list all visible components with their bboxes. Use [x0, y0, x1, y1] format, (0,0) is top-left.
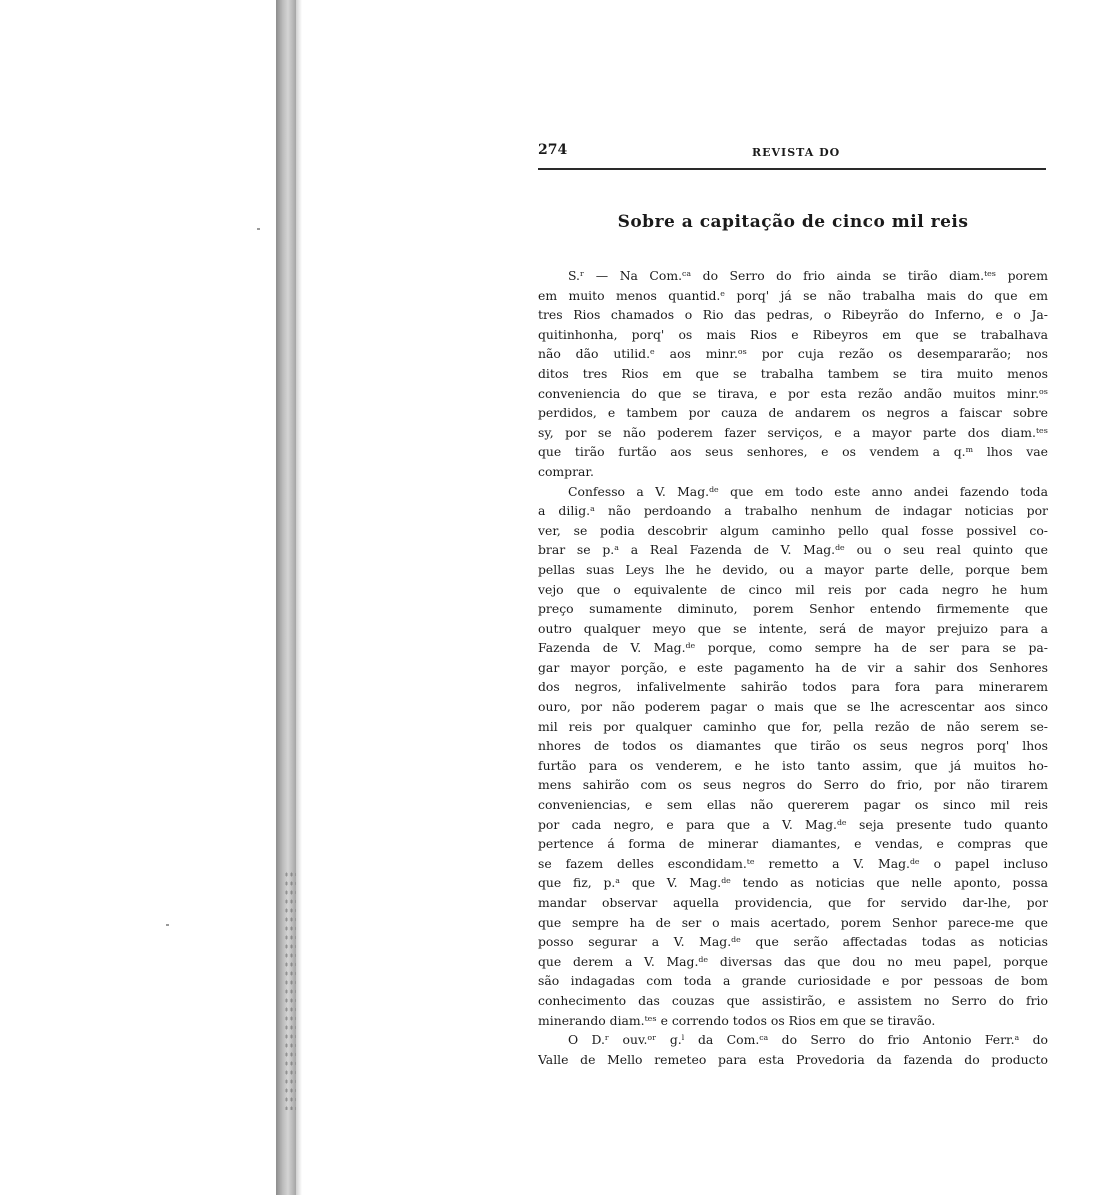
journal-title: REVISTA DO — [752, 146, 841, 159]
text-line: gar mayor porção, e este pagamento ha de vir a sahir dos Senhores — [538, 659, 1048, 675]
running-head — [538, 140, 1048, 164]
book-page — [538, 140, 1048, 1067]
article-body — [538, 266, 1048, 1069]
text-line: tres Rios chamados o Rio das pedras, o Ribeyrão do Inferno, e o Ja- — [538, 307, 1048, 323]
page-number: 274 — [538, 142, 568, 158]
text-line: posso segurar a V. Mag.ᵈᵉ que serão affectadas todas as noticias — [538, 934, 1048, 950]
text-line: ditos tres Rios em que se trabalha tambem se tira muito menos — [538, 365, 1048, 381]
text-line: que sempre ha de ser o mais acertado, porem Senhor parece-me que — [538, 914, 1048, 930]
text-line: Fazenda de V. Mag.ᵈᵉ porque, como sempre ha de ser para se pa- — [538, 640, 1048, 656]
text-line: comprar. — [538, 463, 594, 479]
text-line: Valle de Mello remeteo para esta Provedoria da fazenda do producto — [538, 1051, 1048, 1067]
text-line: sy, por se não poderem fazer serviços, e a mayor parte dos diam.ᵗᵉˢ — [538, 424, 1048, 440]
text-line: mandar observar aquella providencia, que for servido dar-lhe, por — [538, 895, 1048, 910]
article-title: Sobre a capitação de cinco mil reis — [617, 212, 969, 232]
text-line: pertence á forma de minerar diamantes, e vendas, e compras que — [538, 836, 1048, 852]
text-line: conhecimento das couzas que assistirão, e assistem no Serro do frio — [538, 992, 1048, 1008]
text-line: ouro, por não poderem pagar o mais que se lhe acrescentar aos sinco — [538, 699, 1048, 715]
text-line: Confesso a V. Mag.ᵈᵉ que em todo este anno andei fazendo toda — [568, 483, 1048, 499]
text-line: furtão para os venderem, e he isto tanto assim, que já muitos ho- — [538, 757, 1048, 773]
text-line: conveniencia do que se tirava, e por esta rezão andão muitos minr.ᵒˢ — [538, 385, 1048, 401]
scan-speck — [257, 228, 260, 230]
text-line: em muito menos quantid.ᵉ porq' já se não trabalha mais do que em — [538, 287, 1048, 303]
header-rule — [538, 168, 1046, 170]
text-line: por cada negro, e para que a V. Mag.ᵈᵉ seja presente tudo quanto — [538, 816, 1048, 832]
text-line: minerando diam.ᵗᵉˢ e correndo todos os Rios em que se tiravão. — [538, 1012, 936, 1028]
text-line: pellas suas Leys lhe he devido, ou a mayor parte delle, porque bem — [538, 561, 1048, 577]
text-line: a dilig.ᵃ não perdoando a trabalho nenhum de indagar noticias por — [538, 503, 1048, 519]
text-line: mil reis por qualquer caminho que for, pella rezão de não serem se- — [538, 718, 1048, 734]
text-line: S.ʳ — Na Com.ᶜᵃ do Serro do frio ainda se tirão diam.ᵗᵉˢ porem — [568, 268, 1048, 283]
text-line: são indagadas com toda a grande curiosidade e por pessoas de bom — [538, 973, 1048, 989]
text-line: vejo que o equivalente de cinco mil reis por cada negro he hum — [538, 581, 1048, 597]
scan-specks — [284, 870, 296, 1110]
text-line: não dão utilid.ᵉ aos minr.ᵒˢ por cuja rezão os desempararão; nos — [538, 346, 1048, 362]
scan-speck — [166, 924, 169, 926]
text-line: perdidos, e tambem por cauza de andarem os negros a faiscar sobre — [538, 405, 1048, 421]
text-line: brar se p.ᵃ a Real Fazenda de V. Mag.ᵈᵉ ou o seu real quinto que — [538, 542, 1048, 558]
text-line: preço sumamente diminuto, porem Senhor entendo firmemente que — [538, 601, 1048, 617]
binding-shadow — [296, 0, 302, 1195]
text-line: outro qualquer meyo que se intente, será de mayor prejuizo para a — [538, 620, 1048, 636]
text-line: O D.ʳ ouv.ᵒʳ g.ˡ da Com.ᶜᵃ do Serro do frio Antonio Ferr.ᵃ do — [568, 1032, 1048, 1048]
text-line: que derem a V. Mag.ᵈᵉ diversas das que dou no meu papel, porque — [538, 953, 1048, 969]
text-line: quitinhonha, porq' os mais Rios e Ribeyros em que se trabalhava — [538, 326, 1048, 342]
text-line: conveniencias, e sem ellas não quererem pagar os sinco mil reis — [538, 797, 1048, 813]
text-line: se fazem delles escondidam.ᵗᵉ remetto a V. Mag.ᵈᵉ o papel incluso — [538, 855, 1048, 871]
text-line: ver, se podia descobrir algum caminho pello qual fosse possivel co- — [538, 522, 1048, 538]
text-line: mens sahirão com os seus negros do Serro do frio, por não tirarem — [538, 777, 1048, 793]
text-line: dos negros, infalivelmente sahirão todos para fora para minerarem — [538, 679, 1048, 695]
text-line: que fiz, p.ᵃ que V. Mag.ᵈᵉ tendo as noticias que nelle aponto, possa — [538, 875, 1048, 891]
text-line: nhores de todos os diamantes que tirão os seus negros porq' lhos — [538, 738, 1048, 754]
text-line: que tirão furtão aos seus senhores, e os vendem a q.ᵐ lhos vae — [538, 444, 1048, 460]
